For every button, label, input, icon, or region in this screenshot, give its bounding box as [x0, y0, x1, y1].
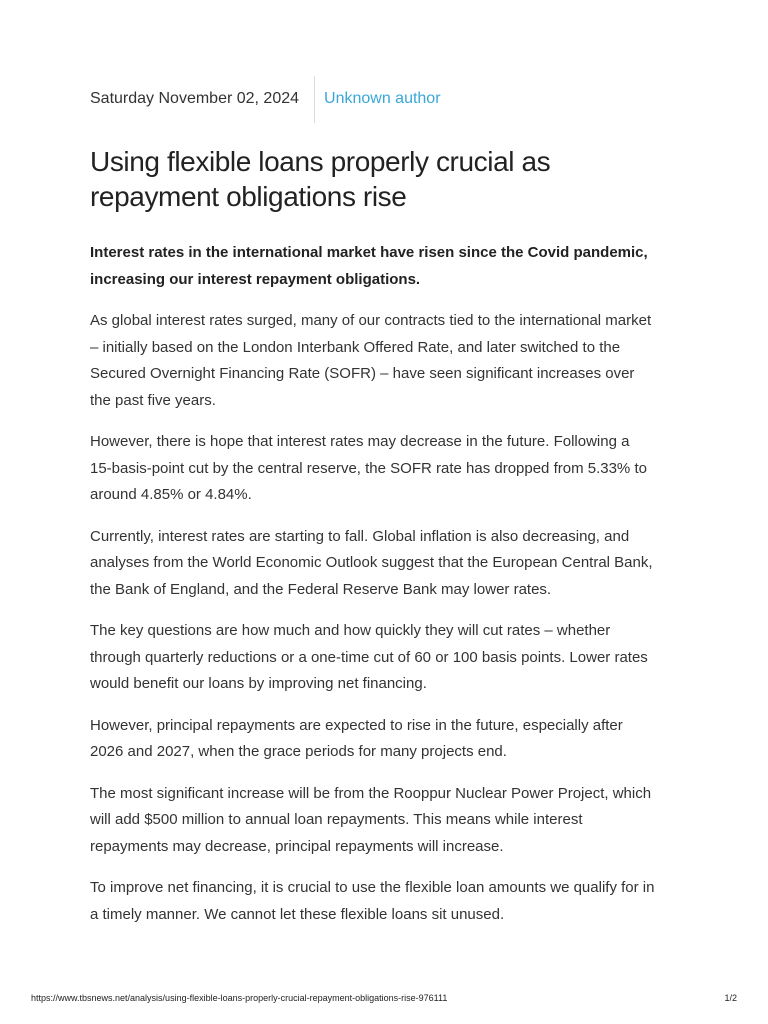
- article: [90, 76, 655, 928]
- article-intro: Interest rates in the international market have risen since the Covid pandemic, increasing our interest repayment obligations.: [90, 244, 648, 288]
- article-paragraph: The most significant increase will be from the Rooppur Nuclear Power Project, which will add $500 million to annual loan repayments. This means while interest repayments may decrease, principal repayments will increase.: [90, 784, 652, 855]
- article-paragraph: The key questions are how much and how quickly they will cut rates – whether through quarterly reductions or a one-time cut of 60 or 100 basis points. Lower rates would benefit our loans by improving net financing.: [90, 622, 648, 692]
- footer-page-number: 1/2: [724, 993, 737, 1003]
- print-footer: [31, 993, 737, 1003]
- publish-date: Saturday November 02, 2024: [90, 90, 300, 107]
- article-paragraph: As global interest rates surged, many of our contracts tied to the international market – initially based on the London Interbank Offered Rate, and later switched to the Secured Overnight Financing Rate (SOFR) – have seen significant increases over the past five years.: [90, 312, 652, 409]
- article-paragraph: Currently, interest rates are starting to fall. Global inflation is also decreasing, and analyses from the World Economic Outlook suggest that the European Central Bank, the Bank of England, and the Federal Reserve Bank may lower rates.: [90, 527, 653, 598]
- article-paragraph: To improve net financing, it is crucial to use the flexible loan amounts we qualify for in a timely manner. We cannot let these flexible loans sit unused.: [90, 879, 655, 923]
- article-meta: [90, 76, 655, 123]
- author-link[interactable]: Unknown author: [324, 90, 441, 107]
- article-paragraph: However, there is hope that interest rates may decrease in the future. Following a 15-basis-point cut by the central reserve, the SOFR rate has dropped from 5.33% to around 4.85% or 4.84%.: [90, 433, 647, 503]
- article-paragraph: However, principal repayments are expected to rise in the future, especially after 2026 and 2027, when the grace periods for many projects end.: [90, 716, 623, 760]
- article-title: Using flexible loans properly crucial as repayment obligations rise: [90, 146, 551, 212]
- footer-url[interactable]: https://www.tbsnews.net/analysis/using-flexible-loans-properly-crucial-repayment-obligations-rise-976111: [31, 993, 448, 1003]
